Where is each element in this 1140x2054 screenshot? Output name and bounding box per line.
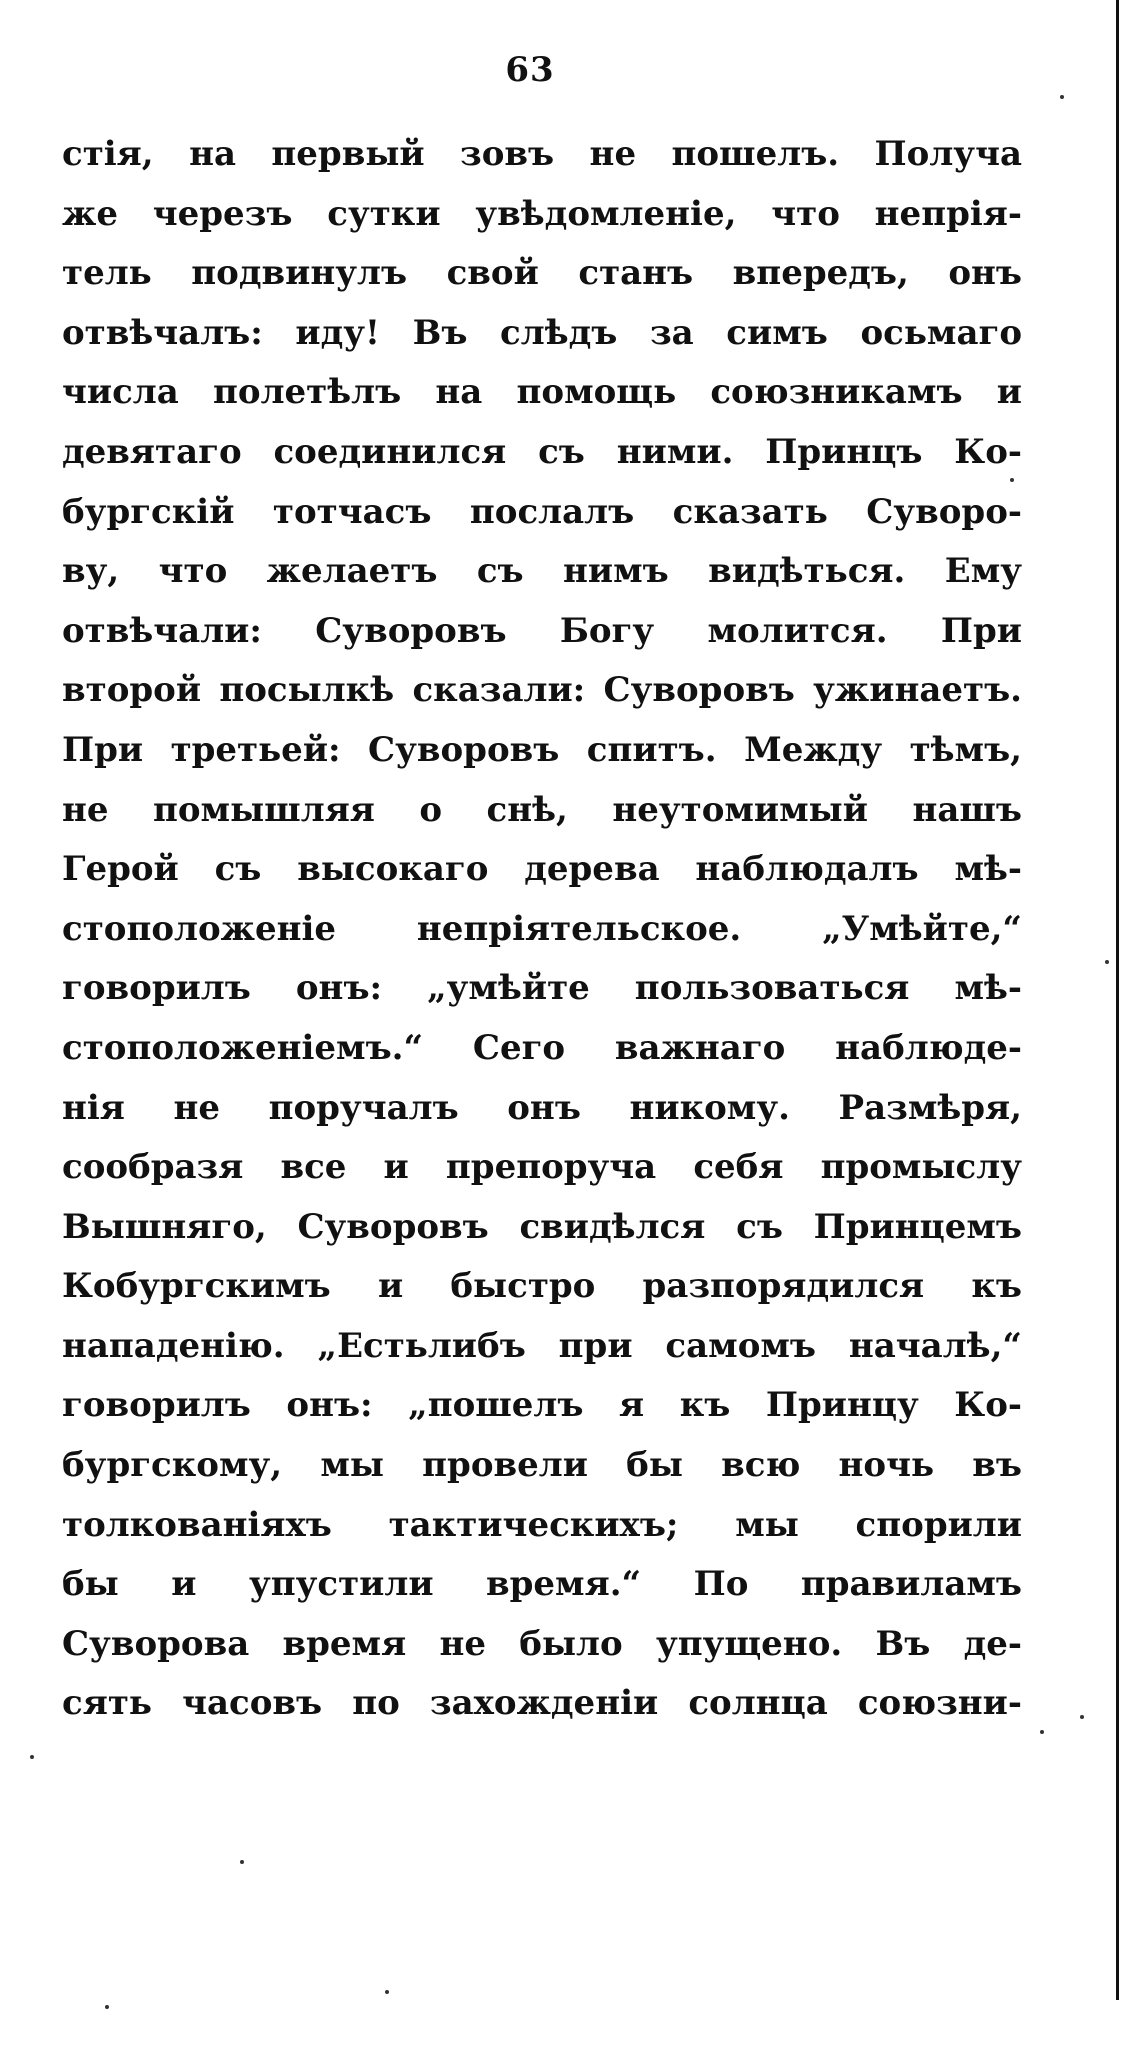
text-line: Герой съ высокаго дерева наблюдалъ мѣ- [62, 849, 1022, 890]
text-line: Суворова время не было упущено. Въ де- [62, 1623, 1022, 1664]
text-line: При третьей: Суворовъ спитъ. Между тѣмъ, [62, 729, 1022, 770]
text-line: девятаго соединился съ ними. Принцъ Ко- [62, 431, 1022, 472]
print-speck [105, 2005, 109, 2009]
text-line: тель подвинулъ свой станъ впередъ, онъ [62, 253, 1022, 294]
text-line: Вышняго, Суворовъ свидѣлся съ Принцемъ [62, 1206, 1022, 1247]
text-line: стоположеніе непріятельское. „Умѣйте,“ [62, 908, 1022, 949]
body-text [62, 125, 1022, 1734]
text-line: стоположеніемъ.“ Сего важнаго наблюде- [62, 1027, 1022, 1068]
text-line: отвѣчали: Суворовъ Богу молится. При [62, 610, 1022, 651]
text-line: сообразя все и препоруча себя промыслу [62, 1147, 1022, 1188]
text-line: не помышляя о снѣ, неутомимый нашъ [62, 789, 1022, 830]
print-speck [1105, 960, 1109, 964]
text-line: бургскому, мы провели бы всю ночь въ [62, 1445, 1022, 1486]
page-edge-rule [1116, 0, 1119, 2000]
print-speck [240, 1860, 244, 1864]
text-line: отвѣчалъ: иду! Въ слѣдъ за симъ осьмаго [62, 312, 1022, 353]
text-line: нападенію. „Естьлибъ при самомъ началѣ,“ [62, 1325, 1022, 1366]
print-speck [30, 1755, 34, 1759]
print-speck [1080, 1715, 1084, 1719]
print-speck [1040, 1730, 1044, 1734]
text-line: толкованіяхъ тактическихъ; мы спорили [62, 1504, 1022, 1545]
text-line: стія, на первый зовъ не пошелъ. Получа [62, 134, 1022, 174]
text-line: говорилъ онъ: „пошелъ я къ Принцу Ко- [62, 1385, 1022, 1426]
page-number: 63 [505, 50, 555, 90]
text-line: бы и упустили время.“ По правиламъ [62, 1564, 1022, 1605]
text-line: второй посылкѣ сказали: Суворовъ ужинаетъ. [62, 670, 1022, 711]
print-speck [1010, 478, 1014, 482]
text-line: сять часовъ по захожденіи солнца союзни- [62, 1683, 1022, 1724]
text-line: нія не поручалъ онъ никому. Размѣря, [62, 1087, 1022, 1128]
text-line: говорилъ онъ: „умѣйте пользоваться мѣ- [62, 968, 1022, 1009]
print-speck [1060, 95, 1064, 99]
print-speck [385, 1990, 389, 1994]
text-line: числа полетѣлъ на помощь союзникамъ и [62, 372, 1022, 413]
text-line: ву, что желаетъ съ нимъ видѣться. Ему [62, 551, 1022, 592]
text-line: бургскій тотчасъ послалъ сказать Суворо- [62, 491, 1022, 532]
text-line: же черезъ сутки увѣдомленіе, что непрія- [62, 193, 1022, 234]
text-line: Кобургскимъ и быстро разпорядился къ [62, 1266, 1022, 1307]
